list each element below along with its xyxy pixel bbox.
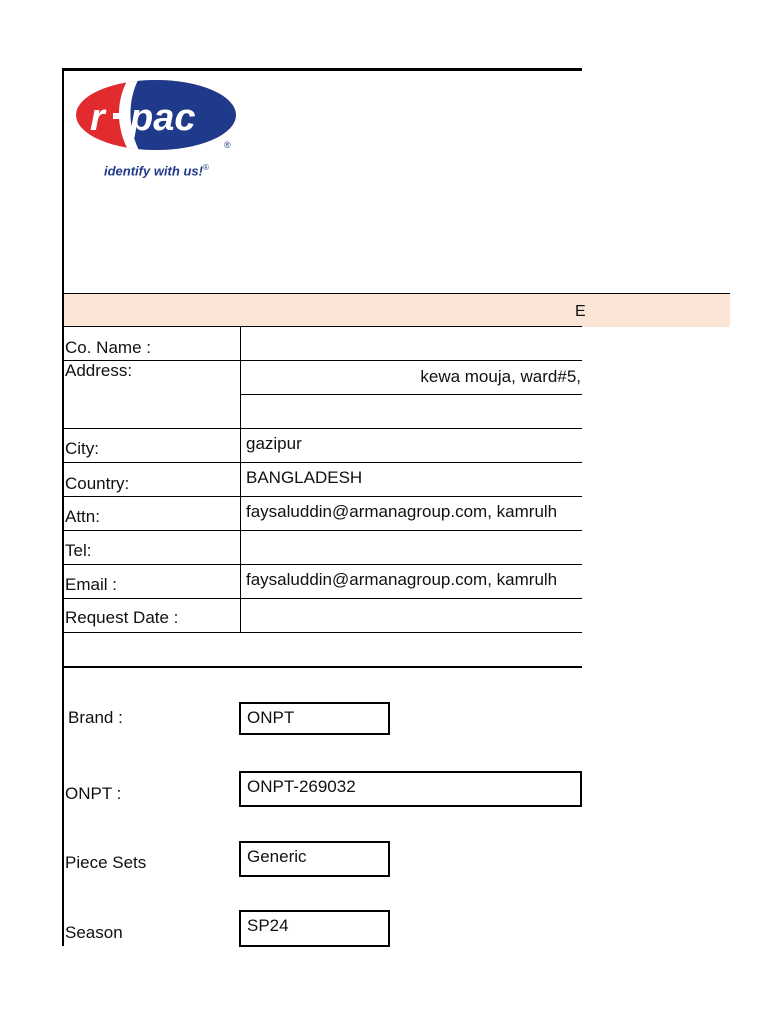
- attn-label: Attn:: [65, 507, 100, 526]
- email-label: Email :: [65, 575, 117, 594]
- frame-left-border: [62, 68, 64, 946]
- svg-text:®: ®: [224, 140, 231, 150]
- season-label: Season: [65, 923, 123, 942]
- grid-divider: [240, 326, 241, 632]
- grid-line: [64, 462, 582, 463]
- attn-value: faysaluddin@armanagroup.com, kamrulh: [246, 502, 558, 521]
- onpt-label: ONPT :: [65, 784, 122, 803]
- section-header-text: E: [575, 303, 586, 320]
- grid-line: [64, 598, 582, 599]
- grid-line: [64, 360, 582, 361]
- grid-line: [64, 326, 582, 327]
- svg-text:r: r: [90, 97, 105, 139]
- email-value: faysaluddin@armanagroup.com, kamrulh: [246, 570, 558, 589]
- grid-line: [64, 530, 582, 531]
- tel-label: Tel:: [65, 541, 92, 560]
- brand-label: Brand :: [68, 708, 123, 727]
- section-divider: [64, 666, 582, 668]
- piece-sets-label: Piece Sets: [65, 853, 147, 872]
- section-header-band: [64, 293, 730, 327]
- brand-field[interactable]: ONPT: [239, 702, 390, 735]
- co-name-label: Co. Name :: [65, 338, 151, 357]
- city-label: City:: [65, 439, 99, 458]
- address-value: kewa mouja, ward#5,: [420, 367, 581, 386]
- request-date-label: Request Date :: [65, 608, 179, 627]
- logo-tagline: identify with us!®: [104, 163, 209, 179]
- grid-line: [64, 496, 582, 497]
- grid-line: [240, 394, 582, 395]
- onpt-field[interactable]: ONPT-269032: [239, 771, 582, 807]
- country-label: Country:: [65, 474, 130, 493]
- frame-top-border: [62, 68, 582, 71]
- grid-line: [64, 428, 582, 429]
- piece-sets-field[interactable]: Generic: [239, 841, 390, 877]
- svg-text:pac: pac: [130, 97, 196, 139]
- grid-line: [64, 632, 582, 633]
- season-field[interactable]: SP24: [239, 910, 390, 947]
- address-label: Address:: [65, 361, 133, 380]
- grid-line: [64, 564, 582, 565]
- country-value: BANGLADESH: [246, 468, 363, 487]
- city-value: gazipur: [246, 434, 302, 453]
